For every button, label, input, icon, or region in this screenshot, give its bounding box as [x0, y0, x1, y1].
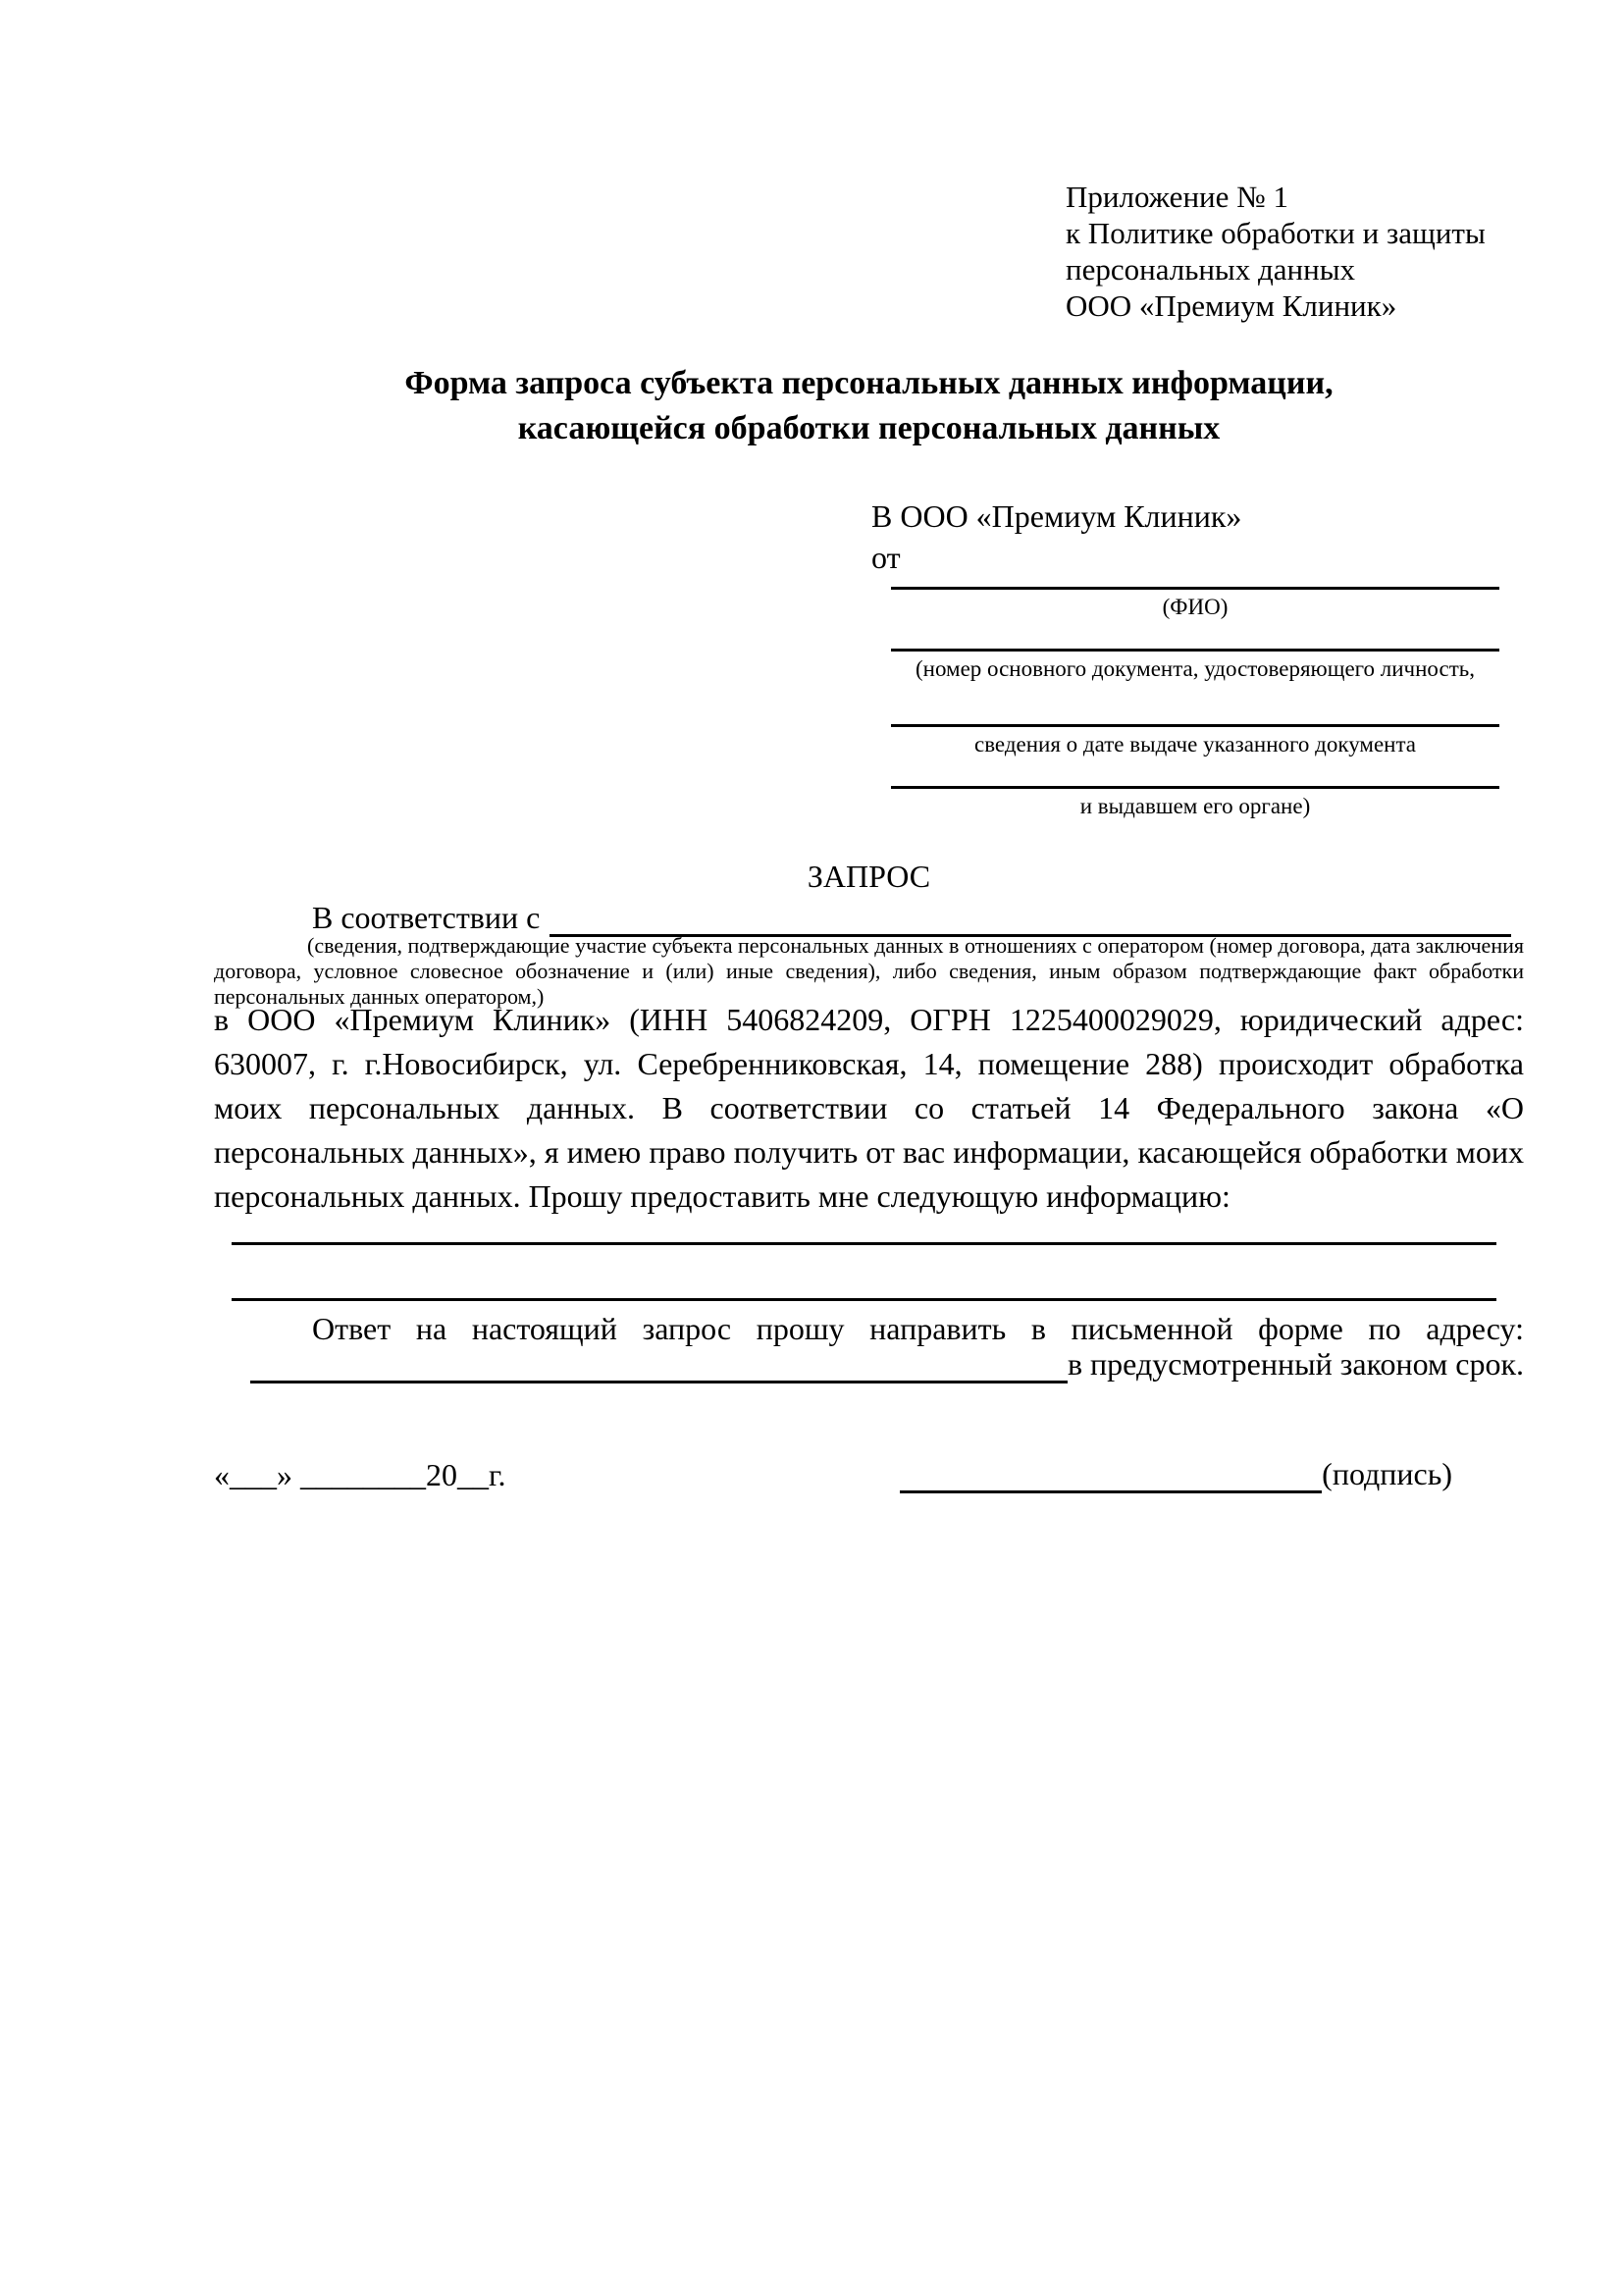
body-paragraph: в ООО «Премиум Клиник» (ИНН 5406824209, ОГРН 1225400029029, юридический адрес: 630007, г. г.Новосибирск, ул. Серебренниковская, 14, помещение 288) происходит обработка моих персональных данных. В соответствии со статьей 14 Федерального закона «О персональных данных», я имею право получить от вас информации, касающейся обработки моих персональных данных. Прошу предоставить мне следующую информацию:	[214, 1002, 1524, 1214]
fio-caption: (ФИО)	[1162, 595, 1229, 619]
appendix-reference-line: к Политике обработки и защиты	[1066, 216, 1486, 250]
field-document-number	[891, 615, 1499, 683]
form-title-line-2: касающейся обработки персональных данных	[517, 410, 1221, 446]
appendix-reference-line: Приложение № 1	[1066, 180, 1288, 214]
fio-blank-line[interactable]	[891, 553, 1499, 590]
issuing-authority-caption: и выдавшем его органе)	[1079, 794, 1311, 818]
issue-date-caption: сведения о дате выдаче указанного документа	[973, 732, 1417, 757]
appendix-reference-line: ООО «Премиум Клиник»	[1066, 288, 1397, 323]
appendix-reference	[1066, 179, 1486, 324]
signature-row	[900, 1454, 1452, 1493]
reply-paragraph: Ответ на настоящий запрос прошу направить в письменной форме по адресу:	[312, 1311, 1524, 1346]
request-heading: ЗАПРОС	[807, 859, 931, 894]
accordance-label: В соответствии с	[312, 900, 541, 935]
document-number-blank-line[interactable]	[891, 615, 1499, 652]
issue-date-blank-line[interactable]	[891, 691, 1499, 727]
form-title	[214, 361, 1524, 451]
signature-blank-line[interactable]	[900, 1490, 1322, 1493]
from-label: от	[871, 540, 901, 575]
address-row	[250, 1344, 1524, 1383]
field-issue-date	[891, 691, 1499, 758]
accordance-caption: (сведения, подтверждающие участие субъекта персональных данных в отношениях с оператором (номер договора, дата заключения договора, условное словесное обозначение и (или) иные сведения), либо сведения, иным образом подтверждающие факт обработки персональных данных оператором,)	[214, 933, 1524, 1009]
issuing-authority-blank-line[interactable]	[891, 753, 1499, 789]
form-title-line-1: Форма запроса субъекта персональных данных информации,	[404, 365, 1334, 401]
field-fio	[891, 553, 1499, 621]
reply-tail: в предусмотренный законом срок.	[1067, 1346, 1524, 1382]
signature-caption: (подпись)	[1322, 1456, 1452, 1491]
document-number-caption: (номер основного документа, удостоверяющего личность,	[915, 656, 1475, 681]
info-blank-line-1[interactable]	[232, 1242, 1496, 1245]
info-blank-line-2[interactable]	[232, 1298, 1496, 1301]
accordance-row	[214, 898, 1511, 937]
addressee-org: В ООО «Премиум Клиник»	[871, 498, 1242, 534]
date-placeholder[interactable]: «___» ________20__г.	[214, 1457, 506, 1492]
field-issuing-authority	[891, 753, 1499, 820]
address-blank-line[interactable]	[250, 1381, 1068, 1383]
appendix-reference-line: персональных данных	[1066, 252, 1356, 287]
